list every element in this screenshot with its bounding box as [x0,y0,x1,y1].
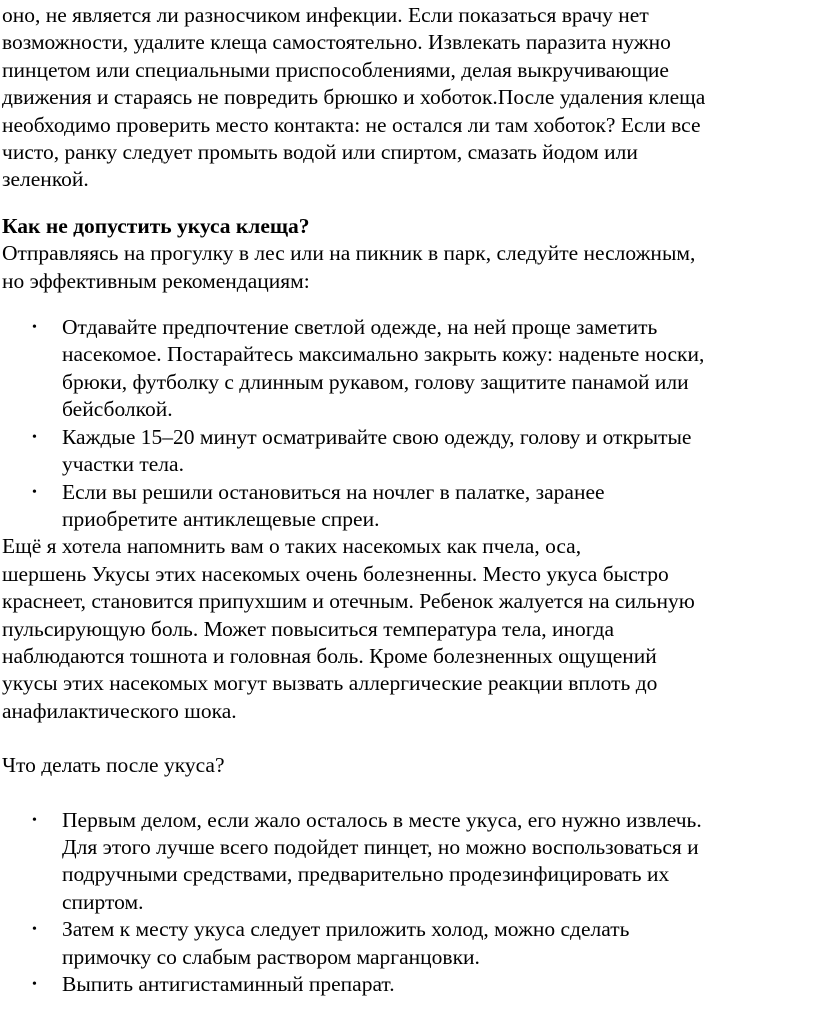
text-line: подручными средствами, предварительно продезинфицировать их [62,862,670,887]
text-line: Ещё я хотела напомнить вам о таких насекомых как пчела, оса, [2,534,582,559]
bullet-icon: • [32,977,37,992]
text-line: примочку со слабым раствором марганцовки. [62,944,480,969]
text-line: шершень Укусы этих насекомых очень болезненны. Место укуса быстро [2,561,669,586]
document-page [2,2,812,998]
text-line: Выпить антигистаминный препарат. [62,972,395,996]
list-item [2,314,812,424]
intro-paragraph [2,2,812,194]
bullet-icon: • [32,429,37,445]
bullet-icon: • [32,922,37,938]
list-item [2,916,812,971]
text-line: Затем к месту укуса следует приложить холод, можно сделать [62,917,630,942]
spacer [2,295,812,314]
bullet-icon: • [32,320,37,336]
text-line: спиртом. [62,889,144,914]
list-item [2,479,812,534]
text-line: чисто, ранку следует промыть водой или спиртом, смазать йодом или [2,140,638,165]
text-line: необходимо проверить место контакта: не остался ли там хоботок? Если все [2,112,701,137]
after-bite-heading: Что делать после укуса? [2,753,225,778]
spacer [2,194,812,213]
text-line: участки тела. [62,452,184,477]
text-line: насекомое. Постарайтесь максимально закрыть кожу: наденьте носки, [62,342,705,367]
text-line: пульсирующую боль. Может повыситься температура тела, иногда [2,616,615,641]
list-item [2,807,812,917]
prevention-list [2,314,812,533]
text-line: Отправляясь на прогулку в лес или на пикник в парк, следуйте несложным, [2,241,696,266]
spacer [2,725,812,752]
text-line: возможности, удалите клеща самостоятельно. Извлекать паразита нужно [2,30,671,55]
text-line: брюки, футболку с длинным рукавом, голову защитите панамой или [62,369,689,394]
list-item [2,424,812,479]
text-line: пинцетом или специальными приспособлениями, делая выкручивающие [2,57,669,82]
spacer [2,780,812,807]
list-item [2,971,812,998]
text-line: Первым делом, если жало осталось в месте укуса, его нужно извлечь. [62,807,702,832]
after-bite-list [2,807,812,999]
text-line: бейсболкой. [62,397,173,422]
text-line: анафилактического шока. [2,698,237,723]
text-line: краснеет, становится припухшим и отечным. Ребенок жалуется на сильную [2,589,695,614]
text-line: зеленкой. [2,167,89,192]
text-line: укусы этих насекомых могут вызвать аллергические реакции вплоть до [2,671,658,696]
text-line: но эффективным рекомендациям: [2,268,310,293]
text-line: Отдавайте предпочтение светлой одежде, на ней проще заметить [62,315,658,340]
text-line: наблюдаются тошнота и головная боль. Кроме болезненных ощущений [2,643,657,668]
text-line: Для этого лучше всего подойдет пинцет, но можно воспользоваться и [62,834,699,859]
text-line: Если вы решили остановиться на ночлег в палатке, заранее [62,479,605,504]
text-line: оно, не является ли разносчиком инфекции. Если показаться врачу нет [2,3,649,27]
prevention-lead [2,240,812,295]
text-line: движения и стараясь не повредить брюшко и хоботок.После удаления клеща [2,85,706,110]
bullet-icon: • [32,484,37,500]
insects-paragraph [2,533,812,725]
text-line: Каждые 15–20 минут осматривайте свою одежду, голову и открытые [62,424,692,449]
prevention-heading: Как не допустить укуса клеща? [2,213,310,238]
text-line: приобретите антиклещевые спреи. [62,506,380,531]
bullet-icon: • [32,812,37,828]
